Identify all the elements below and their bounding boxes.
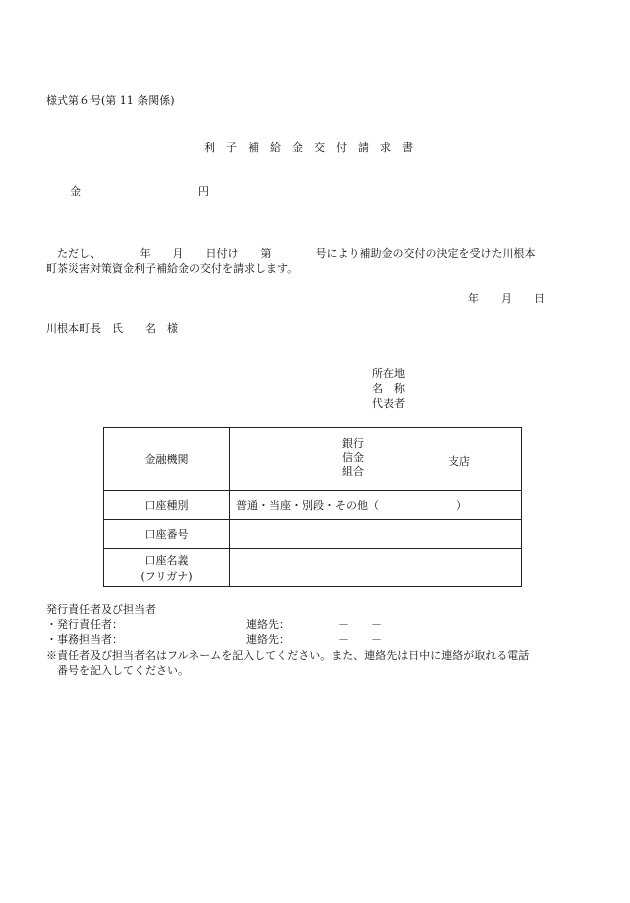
bank-account-table	[103, 427, 522, 587]
bank-type-list	[342, 437, 364, 479]
amount-en-label: 円	[198, 185, 209, 198]
contacts-heading: 発行責任者及び担当者	[46, 603, 156, 616]
applicant-name-label: 名 称	[372, 382, 405, 395]
account-holder-label	[104, 549, 230, 587]
staff-contact-dashes: － －	[338, 633, 382, 646]
bank-type-shinkin: 信金	[342, 451, 364, 464]
account-number-field[interactable]	[230, 520, 522, 549]
applicant-representative-label: 代表者	[372, 397, 405, 410]
account-holder-label-furigana: (フリガナ)	[140, 569, 193, 583]
addressee: 川根本町長 氏 名 様	[46, 322, 178, 335]
bank-label: 金融機関	[104, 428, 230, 491]
account-holder-label-main: 口座名義	[144, 553, 189, 567]
responsible-person-label: ・発行責任者：	[46, 618, 123, 631]
form-number: 様式第６号(第 11 条関係)	[46, 94, 175, 107]
note-line-1: ※責任者及び担当者名はフルネームを記入してください。また、連絡先は日中に連絡が取れる電話	[46, 649, 530, 662]
account-holder-field[interactable]	[230, 549, 522, 587]
bank-type-kumiai: 組合	[342, 465, 364, 478]
date-line: 年 月 日	[468, 292, 545, 305]
account-type-options[interactable]: 普通・当座・別段・その他（ ）	[230, 491, 522, 520]
account-type-label: 口座種別	[104, 491, 230, 520]
responsible-contact-label: 連絡先：	[246, 618, 290, 631]
applicant-address-label: 所在地	[372, 367, 405, 380]
bank-type-bank: 銀行	[342, 437, 364, 450]
staff-person-label: ・事務担当者：	[46, 633, 123, 646]
note-line-2: 番号を記入してください。	[46, 664, 189, 677]
request-body-line-1: ただし、 年 月 日付け 第 号により補助金の交付の決定を受けた川根本	[46, 247, 536, 260]
bank-name-cell[interactable]	[230, 428, 522, 491]
branch-label: 支店	[448, 455, 470, 468]
responsible-contact-dashes: － －	[338, 618, 382, 631]
amount-kin-label: 金	[70, 185, 81, 198]
request-body-line-2: 町茶災害対策資金利子補給金の交付を請求します。	[46, 262, 299, 275]
account-number-label: 口座番号	[104, 520, 230, 549]
document-title: 利 子 補 給 金 交 付 請 求 書	[204, 141, 413, 154]
staff-contact-label: 連絡先：	[246, 633, 290, 646]
